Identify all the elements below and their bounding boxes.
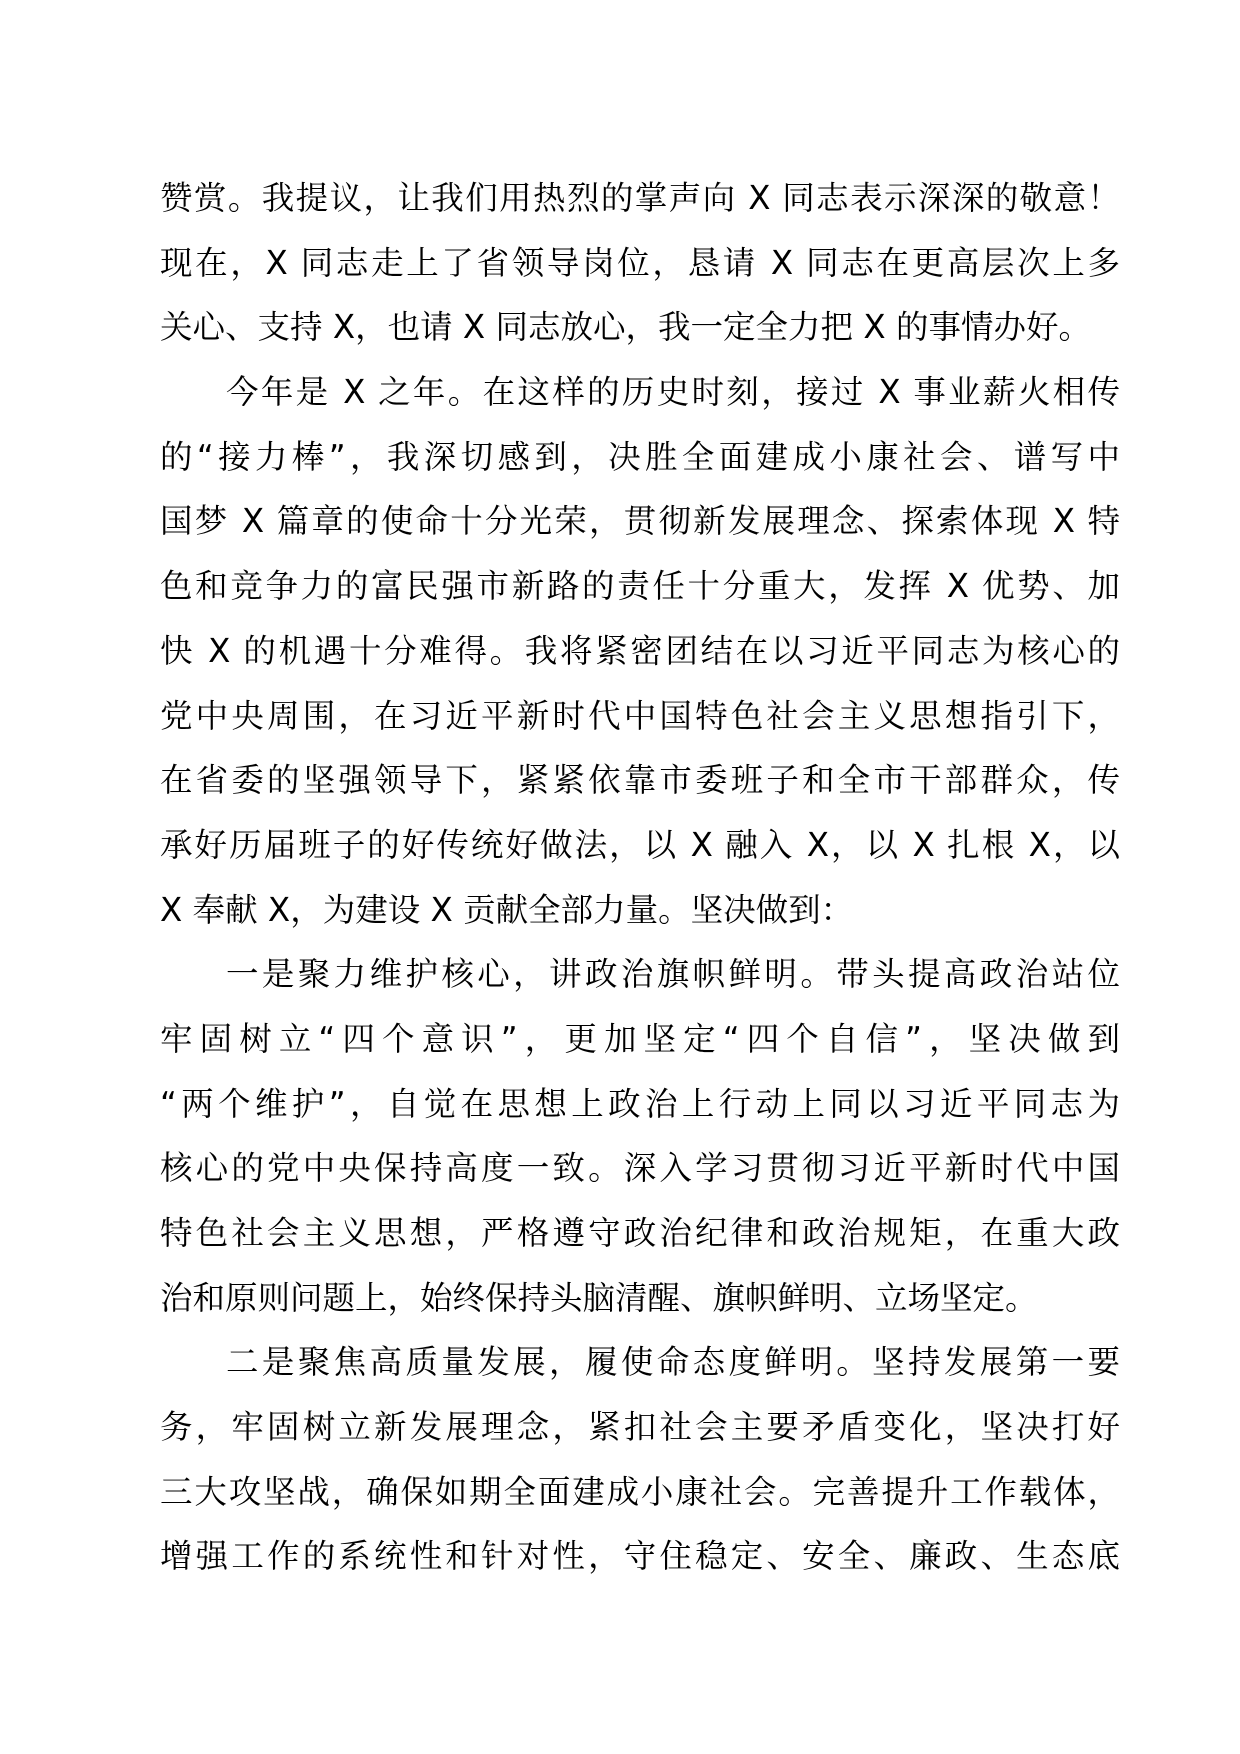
text-line: 快 X 的机遇十分难得。我将紧密团结在以习近平同志为核心的 bbox=[160, 631, 1120, 670]
text-line: 承好历届班子的好传统好做法，以 X 融入 X，以 X 扎根 X，以 bbox=[160, 825, 1120, 864]
text-line: 在省委的坚强领导下，紧紧依靠市委班子和全市干部群众，传 bbox=[160, 761, 1120, 800]
text-line: 赞赏。我提议，让我们用热烈的掌声向 X 同志表示深深的敬意！ bbox=[160, 179, 1120, 217]
text-line: 治和原则问题上，始终保持头脑清醒、旗帜鲜明、立场坚定。 bbox=[160, 1278, 1038, 1317]
text-line: 现在，X 同志走上了省领导岗位，恳请 X 同志在更高层次上多 bbox=[160, 243, 1120, 282]
document-body bbox=[160, 166, 1120, 1589]
text-line: 牢固树立“四个意识”，更加坚定“四个自信”，坚决做到 bbox=[160, 1019, 1120, 1058]
paragraph-start-line: 今年是 X 之年。在这样的历史时刻，接过 X 事业薪火相传 bbox=[226, 373, 1120, 412]
text-line: 核心的党中央保持高度一致。深入学习贯彻习近平新时代中国 bbox=[160, 1149, 1120, 1188]
text-line: “两个维护”，自觉在思想上政治上行动上同以习近平同志为 bbox=[160, 1084, 1120, 1123]
text-line: 增强工作的系统性和针对性，守住稳定、安全、廉政、生态底 bbox=[160, 1537, 1120, 1576]
text-line: X 奉献 X，为建设 X 贡献全部力量。坚决做到： bbox=[160, 890, 854, 929]
text-line: 特色社会主义思想，严格遵守政治纪律和政治规矩，在重大政 bbox=[160, 1214, 1120, 1252]
text-line: 三大攻坚战，确保如期全面建成小康社会。完善提升工作载体， bbox=[160, 1472, 1120, 1511]
text-line: 关心、支持 X，也请 X 同志放心，我一定全力把 X 的事情办好。 bbox=[160, 308, 1091, 347]
text-line: 的“接力棒”，我深切感到，决胜全面建成小康社会、谱写中 bbox=[160, 437, 1120, 476]
text-line: 国梦 X 篇章的使命十分光荣，贯彻新发展理念、探索体现 X 特 bbox=[160, 502, 1120, 541]
text-line: 色和竞争力的富民强市新路的责任十分重大，发挥 X 优势、加 bbox=[160, 567, 1120, 606]
text-line: 党中央周围，在习近平新时代中国特色社会主义思想指引下， bbox=[160, 696, 1120, 735]
text-line: 务，牢固树立新发展理念，紧扣社会主要矛盾变化，坚决打好 bbox=[160, 1408, 1120, 1447]
paragraph-start-line: 一是聚力维护核心，讲政治旗帜鲜明。带头提高政治站位 bbox=[226, 955, 1120, 994]
paragraph-start-line: 二是聚焦高质量发展，履使命态度鲜明。坚持发展第一要 bbox=[226, 1343, 1120, 1382]
